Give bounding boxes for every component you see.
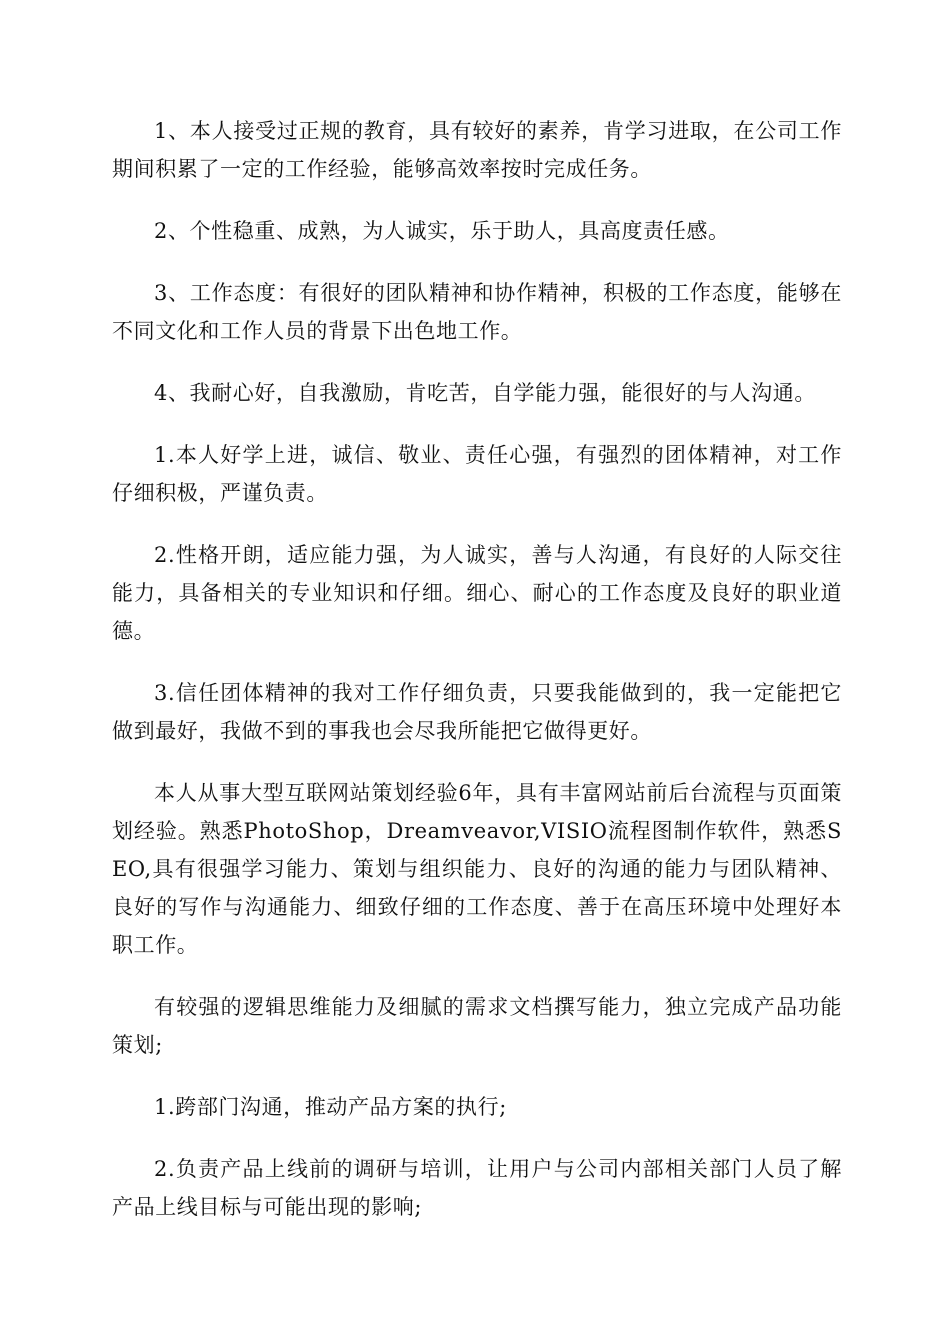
- paragraph-8: 本人从事大型互联网站策划经验6年，具有丰富网站前后台流程与页面策划经验。熟悉PhotoShop，Dreamveavor,VISIO流程图制作软件，熟悉SEO,具有很强学习能力、策划与组织能力、良好的沟通的能力与团队精神、良好的写作与沟通能力、细致仔细的工作态度、善于在高压环境中处理好本职工作。: [112, 781, 842, 957]
- paragraph-2: 2、个性稳重、成熟，为人诚实，乐于助人，具高度责任感。: [154, 219, 730, 243]
- paragraph-11: 2.负责产品上线前的调研与培训，让用户与公司内部相关部门人员了解产品上线目标与可能出现的影响;: [112, 1157, 842, 1219]
- paragraph-9: 有较强的逻辑思维能力及细腻的需求文档撰写能力，独立完成产品功能策划;: [112, 995, 842, 1057]
- paragraph-6: 2.性格开朗，适应能力强，为人诚实，善与人沟通，有良好的人际交往能力，具备相关的专业知识和仔细。细心、耐心的工作态度及良好的职业道德。: [112, 543, 842, 643]
- paragraph-10: 1.跨部门沟通，推动产品方案的执行;: [154, 1095, 507, 1119]
- paragraph-3: 3、工作态度：有很好的团队精神和协作精神，积极的工作态度，能够在不同文化和工作人员的背景下出色地工作。: [112, 281, 842, 343]
- paragraph-4: 4、我耐心好，自我激励，肯吃苦，自学能力强，能很好的与人沟通。: [154, 381, 816, 405]
- paragraph-7: 3.信任团体精神的我对工作仔细负责，只要我能做到的，我一定能把它做到最好，我做不到的事我也会尽我所能把它做得更好。: [112, 681, 842, 743]
- paragraph-1: 1、本人接受过正规的教育，具有较好的素养，肯学习进取，在公司工作期间积累了一定的工作经验，能够高效率按时完成任务。: [112, 119, 842, 181]
- paragraph-5: 1.本人好学上进，诚信、敬业、责任心强，有强烈的团体精神，对工作仔细积极，严谨负责。: [112, 443, 842, 505]
